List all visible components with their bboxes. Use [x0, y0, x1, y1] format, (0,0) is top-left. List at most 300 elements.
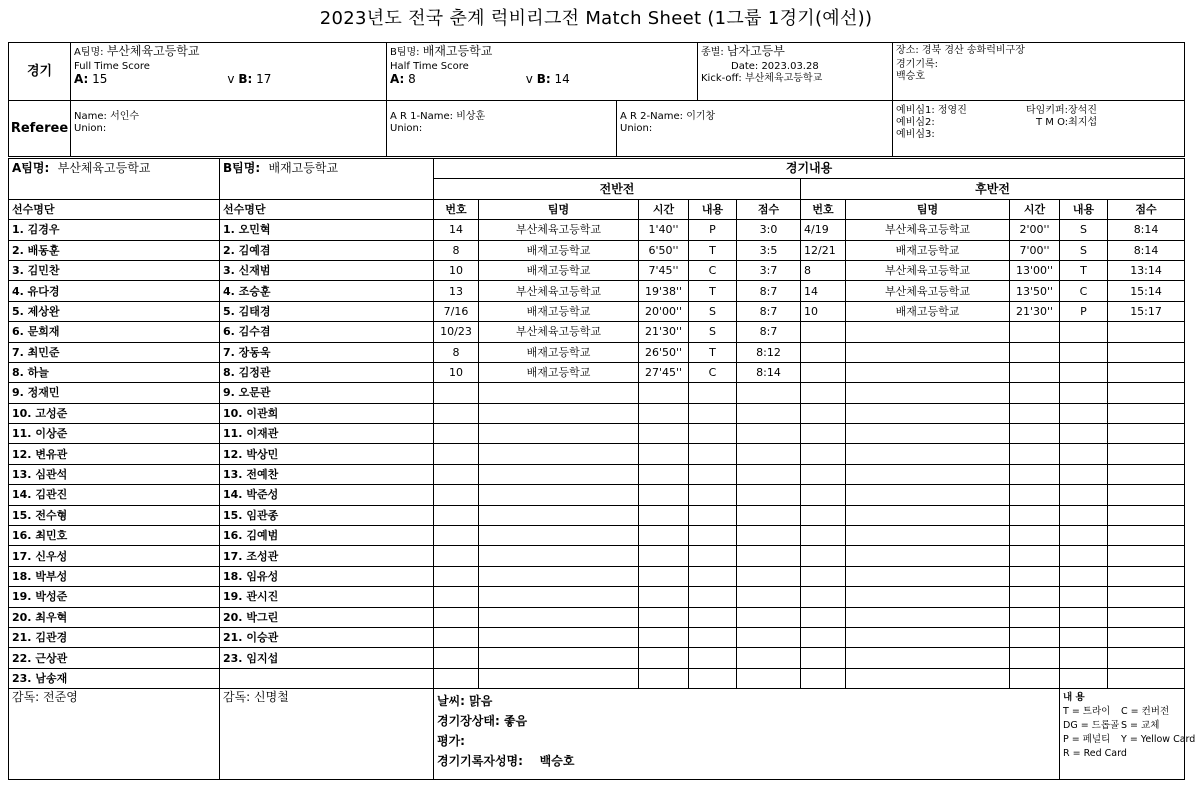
first-half-event-type	[689, 607, 737, 627]
first-half-event-score: 3:0	[737, 220, 801, 240]
second-half-event-type: C	[1060, 281, 1108, 301]
ar2-label: A R 2-Name:	[620, 111, 683, 122]
referee-label: Referee	[9, 101, 71, 157]
roster-row	[9, 485, 1185, 505]
player-b: 17. 조성관	[220, 546, 434, 566]
first-half-event-no: 8	[434, 342, 479, 362]
legend-title: 내 용	[1063, 692, 1085, 704]
first-half-event-score	[737, 526, 801, 546]
first-half-event-score: 8:14	[737, 362, 801, 382]
first-half-event-team: 부산체육고등학교	[479, 220, 639, 240]
player-b: 14. 박준성	[220, 485, 434, 505]
date-text: Date: 2023.03.28	[731, 61, 819, 72]
footer-row	[9, 689, 1185, 780]
second-half-event-team	[846, 444, 1010, 464]
second-half-event-team	[846, 505, 1010, 525]
player-a: 19. 박성준	[9, 587, 220, 607]
player-b	[220, 668, 434, 688]
player-a: 23. 남송재	[9, 668, 220, 688]
second-half-event-time	[1010, 587, 1060, 607]
second-half-event-type	[1060, 464, 1108, 484]
player-b: 8. 김정관	[220, 362, 434, 382]
first-half-event-no	[434, 383, 479, 403]
first-half-event-score	[737, 587, 801, 607]
second-half-event-time	[1010, 505, 1060, 525]
ar1-name: 비상훈	[456, 111, 486, 122]
first-half-event-team	[479, 383, 639, 403]
second-half-event-type	[1060, 505, 1108, 525]
first-half-event-time: 1'40''	[639, 220, 689, 240]
first-half-event-time: 19'38''	[639, 281, 689, 301]
b-team-name: 배재고등학교	[422, 44, 493, 58]
second-half-event-time: 13'50''	[1010, 281, 1060, 301]
legend-y: Y = Yellow Card	[1121, 734, 1195, 746]
first-half-event-score	[737, 607, 801, 627]
second-half-event-type: P	[1060, 301, 1108, 321]
second-half-event-score: 8:14	[1108, 220, 1185, 240]
first-half-event-type	[689, 444, 737, 464]
first-half-event-team	[479, 424, 639, 444]
first-half-event-time	[639, 464, 689, 484]
player-b: 7. 장동욱	[220, 342, 434, 362]
first-half-event-time: 6'50''	[639, 240, 689, 260]
first-half-event-team	[479, 505, 639, 525]
second-half-event-type	[1060, 566, 1108, 586]
player-b: 6. 김수겸	[220, 322, 434, 342]
first-half-event-score	[737, 648, 801, 668]
second-half-event-score	[1108, 627, 1185, 647]
first-half-event-no	[434, 627, 479, 647]
first-half-event-type: S	[689, 301, 737, 321]
second-half-event-time	[1010, 362, 1060, 382]
first-half-event-score	[737, 424, 801, 444]
second-half-event-score	[1108, 607, 1185, 627]
first-half-event-time	[639, 424, 689, 444]
second-half-event-team: 부산체육고등학교	[846, 220, 1010, 240]
ht-a-label: A:	[390, 72, 405, 86]
player-b: 16. 김예범	[220, 526, 434, 546]
ft-b-score: 17	[256, 72, 272, 86]
first-half-event-team	[479, 485, 639, 505]
first-half-event-team	[479, 464, 639, 484]
coach-b: 감독: 신명철	[220, 689, 434, 780]
full-time-label: Full Time Score	[74, 61, 150, 72]
first-half-event-time	[639, 403, 689, 423]
second-half-event-team	[846, 607, 1010, 627]
first-half-event-type: S	[689, 322, 737, 342]
col-team-2: 팀명	[846, 199, 1010, 219]
legend-t: T = 트라이	[1063, 706, 1111, 718]
second-half-event-type	[1060, 322, 1108, 342]
first-half-event-time	[639, 526, 689, 546]
roster-label-b: 선수명단	[220, 199, 434, 219]
roster-row	[9, 648, 1185, 668]
first-half-event-no	[434, 668, 479, 688]
col-no: 번호	[434, 199, 479, 219]
second-half-event-no	[801, 322, 846, 342]
player-b: 13. 전예찬	[220, 464, 434, 484]
conditions-cell	[434, 689, 1060, 780]
a-team-name: 부산체육고등학교	[106, 44, 200, 58]
first-half-event-no: 10	[434, 260, 479, 280]
ar1-union-label: Union:	[390, 123, 423, 134]
roster-row	[9, 587, 1185, 607]
first-half-event-type	[689, 668, 737, 688]
roster-row	[9, 301, 1185, 321]
second-half-event-time: 13'00''	[1010, 260, 1060, 280]
first-half-event-type	[689, 566, 737, 586]
first-half-event-score	[737, 546, 801, 566]
legend-p: P = 페널티	[1063, 734, 1111, 746]
b-team-label: B팀명:	[390, 47, 420, 58]
second-half-event-no	[801, 342, 846, 362]
a-team-header	[9, 159, 220, 200]
roster-row	[9, 505, 1185, 525]
second-half-event-team	[846, 648, 1010, 668]
second-half-event-type	[1060, 342, 1108, 362]
second-half-event-no	[801, 383, 846, 403]
first-half-event-no	[434, 505, 479, 525]
second-half-event-no	[801, 403, 846, 423]
player-a: 8. 하늘	[9, 362, 220, 382]
first-half-event-type	[689, 648, 737, 668]
col-type: 내용	[689, 199, 737, 219]
first-half-event-time	[639, 444, 689, 464]
first-half-event-time	[639, 668, 689, 688]
first-half-event-type: C	[689, 260, 737, 280]
second-half-event-team	[846, 566, 1010, 586]
second-half-event-score: 8:14	[1108, 240, 1185, 260]
second-half-event-team	[846, 587, 1010, 607]
roster-row	[9, 240, 1185, 260]
first-half-event-team	[479, 627, 639, 647]
reserve-cell	[893, 101, 1185, 157]
first-half-event-time	[639, 383, 689, 403]
first-half-event-type: C	[689, 362, 737, 382]
second-half-event-time	[1010, 424, 1060, 444]
player-a: 4. 유다경	[9, 281, 220, 301]
reserve-2: 예비심2:	[896, 117, 935, 128]
b-team-header	[220, 159, 434, 200]
a-team-name-main: 부산체육고등학교	[57, 161, 151, 175]
first-half-event-score	[737, 444, 801, 464]
first-half-event-no	[434, 526, 479, 546]
reserve-1: 예비심1: 정영진	[896, 105, 967, 116]
venue-label: 장소:	[896, 45, 919, 56]
player-b: 12. 박상민	[220, 444, 434, 464]
second-half-event-team: 부산체육고등학교	[846, 281, 1010, 301]
ar1-label: A R 1-Name:	[390, 111, 453, 122]
first-half-event-type	[689, 383, 737, 403]
second-half-event-time	[1010, 566, 1060, 586]
second-half-event-time	[1010, 546, 1060, 566]
first-half-event-no: 14	[434, 220, 479, 240]
col-time-2: 시간	[1010, 199, 1060, 219]
first-half-event-score: 3:7	[737, 260, 801, 280]
game-label: 경기	[9, 43, 71, 101]
first-half-event-no	[434, 464, 479, 484]
first-half-event-time	[639, 648, 689, 668]
second-half-event-no	[801, 424, 846, 444]
rating: 평가:	[437, 734, 465, 749]
second-half-event-no	[801, 648, 846, 668]
roster-row	[9, 383, 1185, 403]
roster-row	[9, 322, 1185, 342]
second-half-event-type	[1060, 627, 1108, 647]
player-b: 2. 김예겸	[220, 240, 434, 260]
first-half-event-team: 배재고등학교	[479, 362, 639, 382]
first-half-event-team	[479, 668, 639, 688]
roster-label-a: 선수명단	[9, 199, 220, 219]
first-half-event-team	[479, 587, 639, 607]
second-half-event-team	[846, 464, 1010, 484]
second-half-event-type	[1060, 444, 1108, 464]
second-half-event-score	[1108, 464, 1185, 484]
second-half-event-team	[846, 342, 1010, 362]
a-team-cell	[71, 43, 387, 101]
second-half-event-type	[1060, 587, 1108, 607]
second-half-event-time	[1010, 444, 1060, 464]
second-half-event-score	[1108, 668, 1185, 688]
roster-row	[9, 607, 1185, 627]
first-half-event-no: 13	[434, 281, 479, 301]
first-half-event-type	[689, 485, 737, 505]
first-half-event-no: 10	[434, 362, 479, 382]
second-half-event-no	[801, 526, 846, 546]
player-a: 17. 신우성	[9, 546, 220, 566]
recorder-name-footer: 백승호	[539, 754, 575, 769]
legend-dg: DG = 드롭골	[1063, 720, 1120, 732]
first-half-event-time	[639, 546, 689, 566]
first-half-event-score	[737, 464, 801, 484]
second-half-event-team	[846, 668, 1010, 688]
first-half-event-score: 8:7	[737, 281, 801, 301]
first-half-event-team: 부산체육고등학교	[479, 281, 639, 301]
first-half-event-team	[479, 648, 639, 668]
roster-row	[9, 546, 1185, 566]
weather: 날씨: 맑음	[437, 694, 493, 709]
ar2-cell	[617, 101, 893, 157]
second-half-event-type	[1060, 648, 1108, 668]
second-half-event-time	[1010, 485, 1060, 505]
first-half-event-type	[689, 464, 737, 484]
first-half-event-score: 8:12	[737, 342, 801, 362]
player-a: 18. 박부성	[9, 566, 220, 586]
ar2-union-label: Union:	[620, 123, 653, 134]
first-half-event-team	[479, 444, 639, 464]
player-b: 10. 이관희	[220, 403, 434, 423]
first-half-event-no	[434, 546, 479, 566]
player-a: 11. 이상준	[9, 424, 220, 444]
category-cell	[698, 43, 893, 101]
second-half-event-type	[1060, 424, 1108, 444]
ft-v-label: v	[227, 72, 235, 86]
first-half-event-score	[737, 505, 801, 525]
roster-row	[9, 444, 1185, 464]
second-half-event-time	[1010, 648, 1060, 668]
first-half-event-type	[689, 505, 737, 525]
second-half-event-no	[801, 485, 846, 505]
first-half-event-no	[434, 648, 479, 668]
second-half-event-score	[1108, 424, 1185, 444]
second-half-event-no	[801, 566, 846, 586]
first-half-event-team: 배재고등학교	[479, 240, 639, 260]
second-half-event-time	[1010, 607, 1060, 627]
roster-row	[9, 260, 1185, 280]
first-half-event-no: 8	[434, 240, 479, 260]
player-b: 5. 김태경	[220, 301, 434, 321]
first-half-event-team	[479, 526, 639, 546]
second-half-event-no	[801, 505, 846, 525]
venue-value: 경북 경산 송화럭비구장	[921, 45, 1025, 56]
roster-row	[9, 424, 1185, 444]
player-a: 5. 제상완	[9, 301, 220, 321]
second-half-event-team	[846, 485, 1010, 505]
first-half-event-no	[434, 424, 479, 444]
roster-row	[9, 668, 1185, 688]
first-half-event-team	[479, 546, 639, 566]
col-team: 팀명	[479, 199, 639, 219]
first-half-event-no	[434, 444, 479, 464]
first-half-event-team: 배재고등학교	[479, 301, 639, 321]
referee-name: 서인수	[110, 111, 140, 122]
first-half-event-no	[434, 485, 479, 505]
second-half-event-no	[801, 444, 846, 464]
second-half-event-score	[1108, 587, 1185, 607]
roster-row	[9, 281, 1185, 301]
ht-v-label: v	[525, 72, 533, 86]
second-half-event-no	[801, 668, 846, 688]
first-half-event-score: 8:7	[737, 301, 801, 321]
player-a: 3. 김민찬	[9, 260, 220, 280]
sheet-title: 2023년도 전국 춘계 럭비리그전 Match Sheet (1그룹 1경기(예선))	[319, 8, 873, 29]
ref-union-label: Union:	[74, 123, 107, 134]
first-half-event-type	[689, 403, 737, 423]
second-half-event-team	[846, 383, 1010, 403]
first-half-event-type: P	[689, 220, 737, 240]
player-a: 2. 배동훈	[9, 240, 220, 260]
first-half-event-team: 배재고등학교	[479, 260, 639, 280]
second-half-event-no	[801, 587, 846, 607]
first-half-event-type	[689, 546, 737, 566]
second-half-event-type: T	[1060, 260, 1108, 280]
col-type-2: 내용	[1060, 199, 1108, 219]
second-half-event-team: 배재고등학교	[846, 240, 1010, 260]
player-b: 1. 오민혁	[220, 220, 434, 240]
first-half-event-score	[737, 668, 801, 688]
player-a: 7. 최민준	[9, 342, 220, 362]
second-half-event-score	[1108, 546, 1185, 566]
col-no-2: 번호	[801, 199, 846, 219]
roster-row	[9, 403, 1185, 423]
second-half-event-type	[1060, 546, 1108, 566]
roster-row	[9, 220, 1185, 240]
game-content-header: 경기내용	[434, 159, 1185, 179]
second-half-event-no	[801, 627, 846, 647]
first-half-event-team	[479, 566, 639, 586]
second-half-event-team	[846, 526, 1010, 546]
second-half-event-team	[846, 403, 1010, 423]
second-half-event-score	[1108, 505, 1185, 525]
ground-condition: 경기장상태: 좋음	[437, 714, 528, 729]
player-b: 20. 박그린	[220, 607, 434, 627]
player-a: 10. 고성준	[9, 403, 220, 423]
half-time-label: Half Time Score	[390, 61, 469, 72]
second-half-header: 후반전	[801, 179, 1185, 199]
first-half-event-time	[639, 627, 689, 647]
legend-r: R = Red Card	[1063, 748, 1127, 760]
recorder-name: 백승호	[896, 71, 925, 82]
ht-b-label: B:	[536, 72, 551, 86]
ht-a-score: 8	[408, 72, 416, 86]
recorder-label: 경기기록자성명:	[437, 754, 523, 769]
first-half-header: 전반전	[434, 179, 801, 199]
legend-cell	[1060, 689, 1195, 780]
second-half-event-no	[801, 607, 846, 627]
second-half-event-score	[1108, 485, 1185, 505]
first-half-event-time	[639, 607, 689, 627]
first-half-event-type	[689, 627, 737, 647]
first-half-event-no: 7/16	[434, 301, 479, 321]
second-half-event-time	[1010, 403, 1060, 423]
category-label: 종별:	[701, 47, 724, 58]
player-b: 15. 임관종	[220, 505, 434, 525]
first-half-event-no: 10/23	[434, 322, 479, 342]
second-half-event-type: S	[1060, 220, 1108, 240]
ar2-name: 이기창	[686, 111, 716, 122]
second-half-event-team: 부산체육고등학교	[846, 260, 1010, 280]
second-half-event-type	[1060, 668, 1108, 688]
category-value: 남자고등부	[726, 44, 785, 58]
second-half-event-type	[1060, 383, 1108, 403]
first-half-event-score	[737, 627, 801, 647]
second-half-event-time	[1010, 383, 1060, 403]
second-half-event-time: 2'00''	[1010, 220, 1060, 240]
player-a: 15. 전수형	[9, 505, 220, 525]
a-team-label-main: A팀명:	[12, 161, 50, 175]
second-half-event-score	[1108, 322, 1185, 342]
first-half-event-team: 배재고등학교	[479, 342, 639, 362]
record-label: 경기기록:	[896, 59, 939, 70]
second-half-event-score	[1108, 566, 1185, 586]
second-half-event-type	[1060, 362, 1108, 382]
player-a: 20. 최우혁	[9, 607, 220, 627]
second-half-event-time: 7'00''	[1010, 240, 1060, 260]
tmo: T M O:최지섭	[1036, 117, 1098, 128]
player-a: 13. 심관석	[9, 464, 220, 484]
roster-row	[9, 566, 1185, 586]
first-half-event-time	[639, 587, 689, 607]
player-a: 12. 변유관	[9, 444, 220, 464]
second-half-event-no: 8	[801, 260, 846, 280]
second-half-event-time	[1010, 342, 1060, 362]
second-half-event-no	[801, 546, 846, 566]
roster-row	[9, 464, 1185, 484]
referee-cell	[71, 101, 387, 157]
first-half-event-score: 8:7	[737, 322, 801, 342]
second-half-event-no: 14	[801, 281, 846, 301]
second-half-event-no: 12/21	[801, 240, 846, 260]
second-half-event-team	[846, 546, 1010, 566]
timekeeper: 타임키퍼:장석진	[1026, 105, 1097, 116]
second-half-event-type	[1060, 403, 1108, 423]
ref-name-label: Name:	[74, 111, 107, 122]
first-half-event-type: T	[689, 342, 737, 362]
match-info-table	[8, 42, 1185, 157]
first-half-event-team	[479, 403, 639, 423]
second-half-event-score	[1108, 444, 1185, 464]
first-half-event-time	[639, 505, 689, 525]
